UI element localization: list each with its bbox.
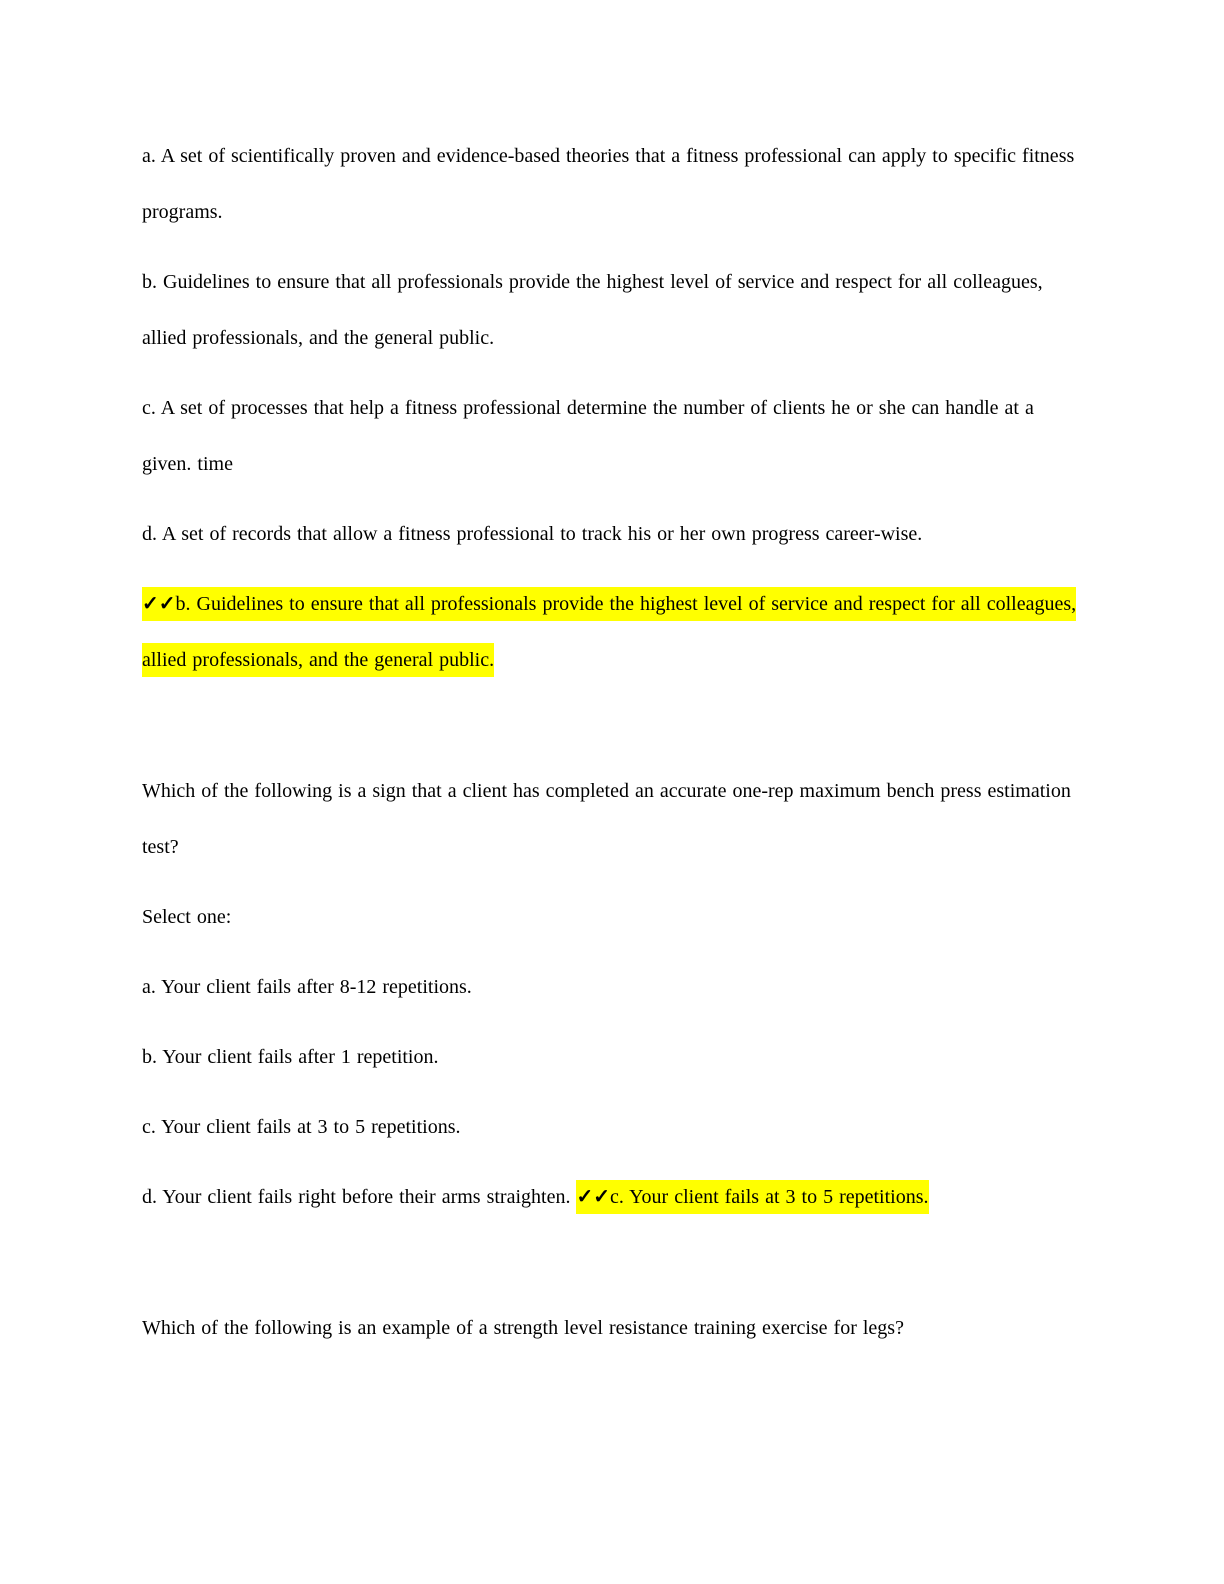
text-segment: Select one:: [142, 906, 232, 928]
text-segment: d. Your client fails right before their arms straighten.: [142, 1186, 577, 1208]
paragraph: [142, 506, 1086, 562]
check-icon: ✓✓: [576, 1180, 610, 1214]
text-segment: Which of the following is an example of a strength level resistance training exercise for legs?: [142, 1317, 904, 1339]
paragraph: [142, 763, 1086, 875]
check-icon: ✓✓: [142, 587, 176, 621]
text-segment: c. Your client fails at 3 to 5 repetitions.: [142, 1116, 461, 1138]
highlighted-answer-text: b. Guidelines to ensure that all professionals provide the highest level of service and respect for all colleagues, allied professionals, and the general public.: [142, 587, 1076, 677]
text-segment: c. A set of processes that help a fitness professional determine the number of clients he or she can handle at a given. time: [142, 397, 1034, 475]
text-segment: b. Guidelines to ensure that all professionals provide the highest level of service and respect for all colleagues, allied professionals, and the general public.: [142, 271, 1043, 349]
paragraph: [142, 380, 1086, 492]
paragraph: [142, 128, 1086, 240]
paragraph: [142, 1300, 1086, 1356]
paragraph: [142, 1169, 1086, 1225]
text-segment: d. A set of records that allow a fitness professional to track his or her own progress career-wise.: [142, 523, 923, 545]
text-segment: a. Your client fails after 8-12 repetitions.: [142, 976, 472, 998]
text-segment: b. Your client fails after 1 repetition.: [142, 1046, 439, 1068]
text-segment: Which of the following is a sign that a client has completed an accurate one-rep maximum bench press estimation test?: [142, 780, 1071, 858]
paragraph: [142, 1029, 1086, 1085]
text-segment: a. A set of scientifically proven and evidence-based theories that a fitness professional can apply to specific fitness programs.: [142, 145, 1075, 223]
paragraph: [142, 1099, 1086, 1155]
paragraph: [142, 254, 1086, 366]
highlighted-answer-text: c. Your client fails at 3 to 5 repetitions.: [610, 1180, 929, 1214]
paragraph: [142, 576, 1086, 688]
paragraph: [142, 959, 1086, 1015]
paragraph: [142, 889, 1086, 945]
